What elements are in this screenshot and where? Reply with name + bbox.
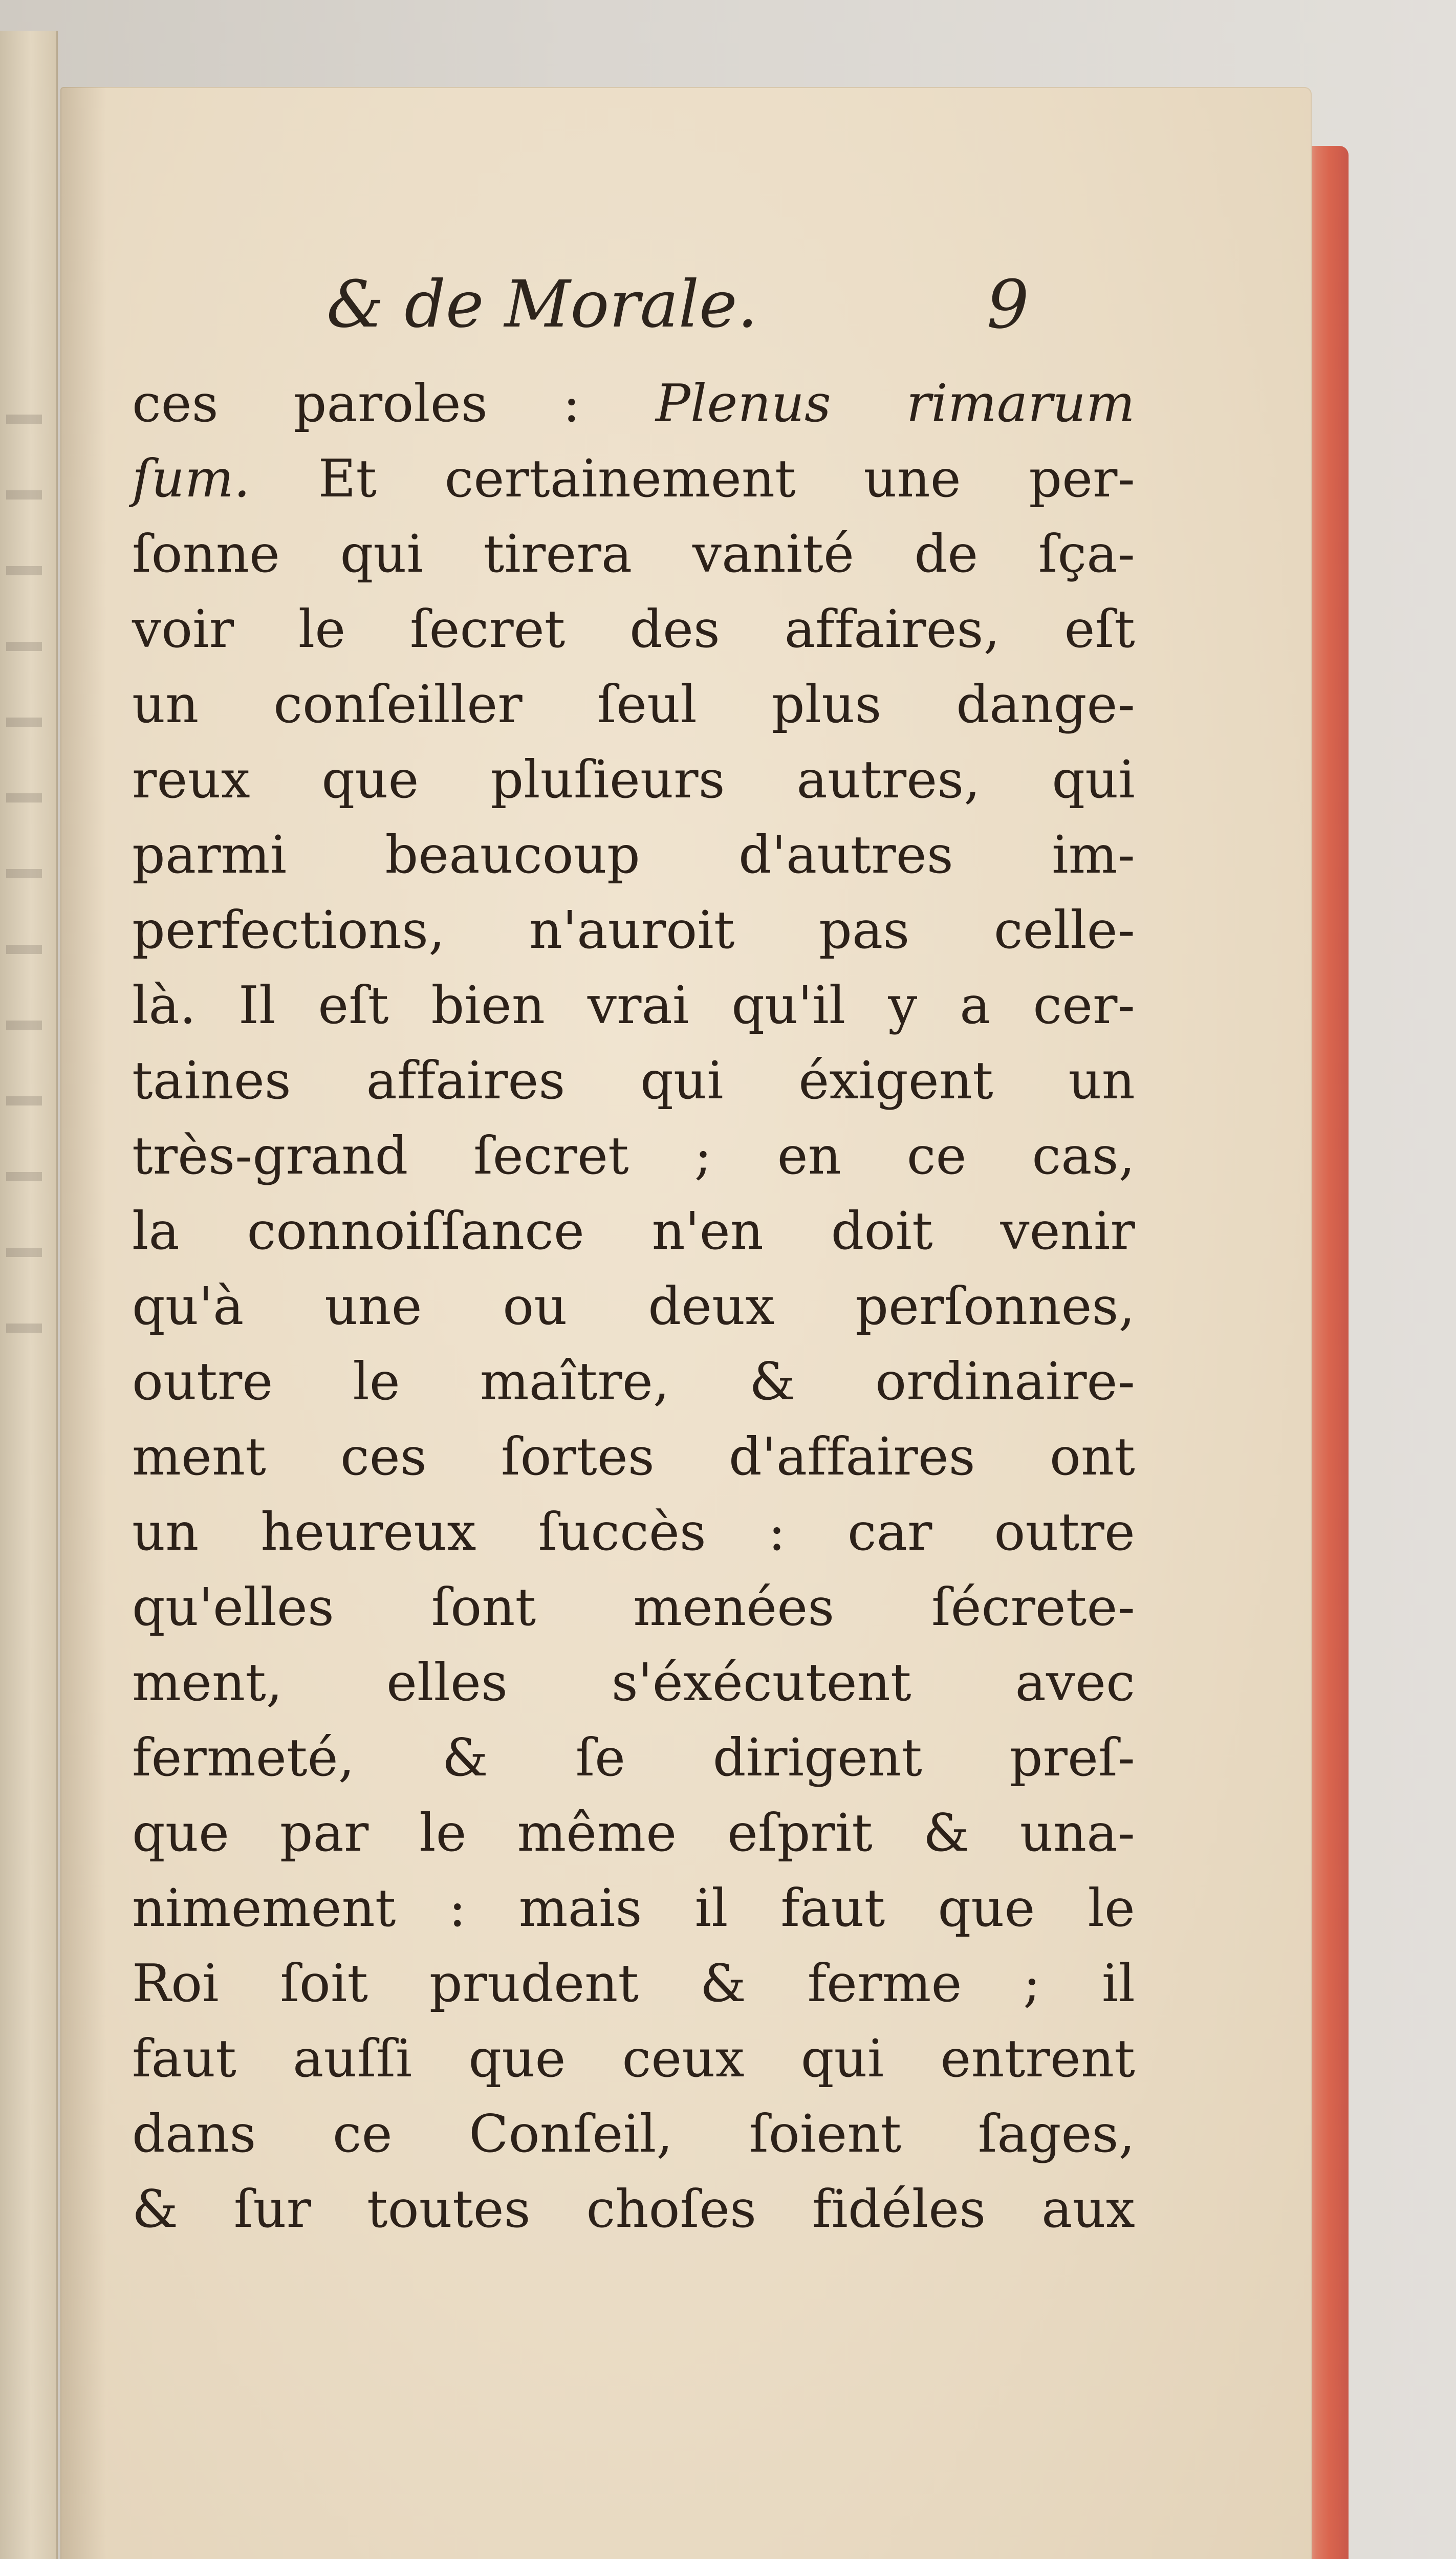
text-line-21 bbox=[132, 1871, 1135, 1946]
text-line-8 bbox=[132, 893, 1135, 968]
line-text: un heureux ſuccès : car outre bbox=[132, 1502, 1135, 1562]
text-line-15 bbox=[132, 1419, 1135, 1494]
line-text: outre le maître, & ordinaire- bbox=[132, 1351, 1135, 1412]
line-text: un conſeiller ſeul plus dange- bbox=[132, 674, 1135, 734]
line-text: taines affaires qui éxigent un bbox=[132, 1050, 1135, 1111]
text-line-22 bbox=[132, 1946, 1135, 2021]
line-text: ſonne qui tirera vanité de ſça- bbox=[132, 524, 1135, 584]
line-text: parmi beaucoup d'autres im- bbox=[132, 825, 1135, 885]
gutter-shadow bbox=[60, 87, 106, 2559]
line-text: dans ce Conſeil, ſoient ſages, bbox=[132, 2103, 1135, 2164]
running-head bbox=[60, 264, 1312, 345]
line-text: Et certainement une per- bbox=[250, 448, 1135, 509]
line-text: faut auſſi que ceux qui entrent bbox=[132, 2028, 1135, 2089]
line-text: qu'elles ſont menées ſécrete- bbox=[132, 1577, 1135, 1637]
text-line-18 bbox=[132, 1645, 1135, 1720]
line-text: fermeté, & ſe dirigent preſ- bbox=[132, 1727, 1135, 1788]
text-line-6 bbox=[132, 742, 1135, 817]
text-line-10 bbox=[132, 1043, 1135, 1118]
line-text: la connoiſſance n'en doit venir bbox=[132, 1201, 1135, 1261]
text-line-23 bbox=[132, 2021, 1135, 2096]
text-line-24 bbox=[132, 2096, 1135, 2172]
line-text: voir le ſecret des affaires, eſt bbox=[132, 599, 1135, 659]
text-line-3 bbox=[132, 516, 1135, 592]
previous-page-edge bbox=[0, 31, 58, 2559]
text-line-4 bbox=[132, 592, 1135, 667]
text-line-1 bbox=[132, 366, 1135, 441]
text-line-20 bbox=[132, 1795, 1135, 1871]
line-italic: Plenus rimarum bbox=[655, 373, 1135, 433]
line-text: qu'à une ou deux perſonnes, bbox=[132, 1276, 1135, 1336]
line-text: nimement : mais il faut que le bbox=[132, 1878, 1135, 1938]
text-line-12 bbox=[132, 1194, 1135, 1269]
line-text: ces paroles : bbox=[132, 373, 656, 433]
text-line-13 bbox=[132, 1269, 1135, 1344]
text-line-25 bbox=[132, 2172, 1135, 2247]
running-title: & de Morale. bbox=[327, 267, 758, 342]
text-line-16 bbox=[132, 1494, 1135, 1570]
line-text: là. Il eſt bien vrai qu'il y a cer- bbox=[132, 975, 1135, 1035]
book-page bbox=[60, 87, 1312, 2559]
text-line-9 bbox=[132, 968, 1135, 1043]
line-text: ment ces ſortes d'affaires ont bbox=[132, 1426, 1135, 1487]
text-line-7 bbox=[132, 817, 1135, 893]
line-text: ment, elles s'éxécutent avec bbox=[132, 1652, 1135, 1712]
line-text: & ſur toutes choſes fidéles aux bbox=[132, 2179, 1135, 2239]
bleed-through-marks bbox=[6, 348, 42, 1372]
text-line-11 bbox=[132, 1118, 1135, 1194]
line-text: très-grand ſecret ; en ce cas, bbox=[132, 1125, 1135, 1186]
text-line-2 bbox=[132, 441, 1135, 516]
line-text: que par le même eſprit & una- bbox=[132, 1803, 1135, 1863]
body-text bbox=[132, 366, 1135, 2247]
text-line-5 bbox=[132, 667, 1135, 742]
text-line-17 bbox=[132, 1570, 1135, 1645]
text-line-14 bbox=[132, 1344, 1135, 1419]
line-text: perfections, n'auroit pas celle- bbox=[132, 900, 1135, 960]
line-text: reux que pluſieurs autres, qui bbox=[132, 749, 1135, 810]
text-line-19 bbox=[132, 1720, 1135, 1795]
page-number: 9 bbox=[987, 266, 1029, 343]
line-text: Roi ſoit prudent & ferme ; il bbox=[132, 1953, 1135, 2013]
line-italic: ſum. bbox=[132, 448, 251, 509]
